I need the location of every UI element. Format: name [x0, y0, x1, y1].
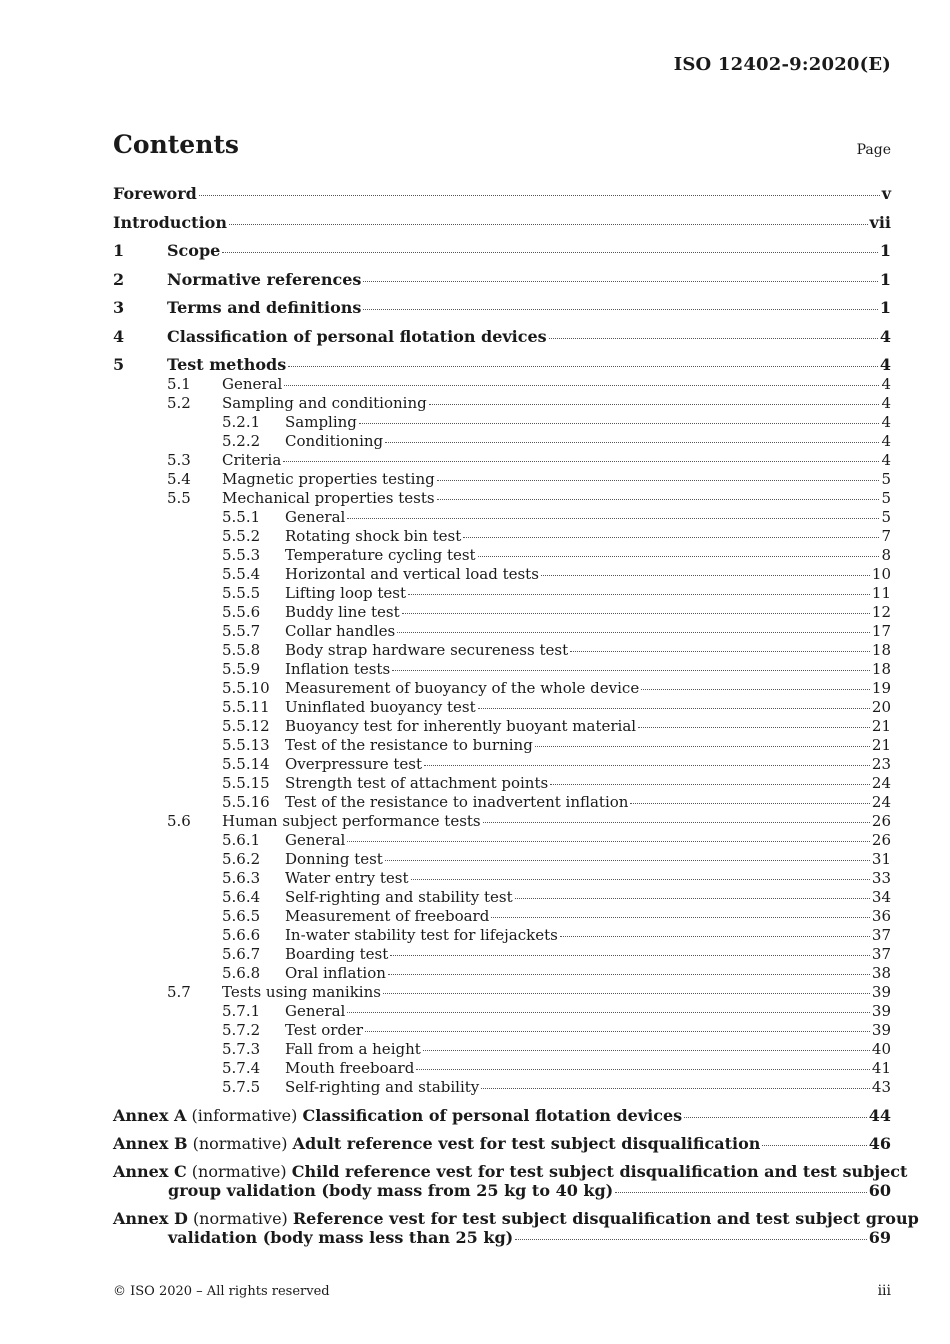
- toc-entry-title: Strength test of attachment points: [285, 774, 549, 792]
- toc-entry-number: 5.6.6: [222, 926, 261, 944]
- toc-entry-number: 5.3: [167, 451, 191, 469]
- toc-entry-number: 4: [113, 326, 125, 346]
- toc-entry-title: Buddy line test: [285, 603, 400, 621]
- toc-entry[interactable]: [113, 451, 891, 470]
- dot-leader: [684, 1117, 867, 1118]
- toc-entry-title: Self-righting and stability: [285, 1078, 480, 1096]
- toc-entry-number: 5.5.5: [222, 584, 261, 602]
- toc-entry-page: 39: [871, 1021, 891, 1039]
- toc-entry-page: 20: [871, 698, 891, 716]
- dot-leader: [283, 461, 879, 462]
- page-title: Contents: [113, 130, 240, 159]
- toc-entry-title: Uninflated buoyancy test: [285, 698, 476, 716]
- dot-leader: [347, 841, 870, 842]
- toc-entry[interactable]: [113, 698, 891, 717]
- toc-entry-number: 5.6.7: [222, 945, 261, 963]
- toc-entry[interactable]: [113, 241, 891, 261]
- dot-leader: [284, 385, 879, 386]
- toc-entry-number: 2: [113, 269, 125, 289]
- annex-page: 46: [868, 1134, 891, 1153]
- toc-entry-page: 21: [871, 736, 891, 754]
- toc-entry-number: 5.4: [167, 470, 191, 488]
- toc-entry-page: 37: [871, 926, 891, 944]
- toc-entry[interactable]: [113, 964, 891, 983]
- toc-entry[interactable]: [113, 945, 891, 964]
- toc-entry-page: 26: [871, 812, 891, 830]
- annex-type: (normative): [191, 1162, 287, 1181]
- toc-entry[interactable]: [113, 717, 891, 736]
- toc-entry-page: 24: [871, 793, 891, 811]
- dot-leader: [535, 746, 870, 747]
- toc-entry-page: 4: [881, 451, 891, 469]
- toc-entry-page: 43: [871, 1078, 891, 1096]
- toc-entry-page: 1: [879, 269, 891, 289]
- dot-leader: [481, 1088, 870, 1089]
- dot-leader: [359, 423, 880, 424]
- dot-leader: [363, 309, 877, 310]
- toc-entry-title: Mouth freeboard: [285, 1059, 415, 1077]
- dot-leader: [437, 480, 880, 481]
- toc-entry-title: Donning test: [285, 850, 383, 868]
- page-number: iii: [877, 1283, 891, 1299]
- annex-title: Classification of personal flotation devices: [302, 1106, 683, 1125]
- toc-entry-number: 5.5.15: [222, 774, 270, 792]
- toc-entry-title: Water entry test: [285, 869, 409, 887]
- toc-entry[interactable]: [113, 355, 891, 375]
- toc-entry-title: Body strap hardware secureness test: [285, 641, 569, 659]
- annex-label: Annex A: [113, 1106, 187, 1125]
- toc-entry-title: Conditioning: [285, 432, 384, 450]
- toc-entry[interactable]: [113, 1002, 891, 1021]
- toc-entry[interactable]: [113, 394, 891, 413]
- toc-entry-number: 5.7.2: [222, 1021, 261, 1039]
- toc-entry[interactable]: [113, 184, 891, 204]
- toc-entry-number: 5.5.13: [222, 736, 270, 754]
- toc-entry-number: 5.2.1: [222, 413, 261, 431]
- toc-entry-title: Tests using manikins: [222, 983, 381, 1001]
- toc-entry[interactable]: [113, 926, 891, 945]
- toc-entry[interactable]: [113, 565, 891, 584]
- toc-entry-number: 1: [113, 241, 125, 260]
- dot-leader: [549, 338, 878, 339]
- dot-leader: [397, 632, 870, 633]
- toc-entry-page: 33: [871, 869, 891, 887]
- toc-entry-title: Overpressure test: [285, 755, 422, 773]
- toc-entry-title: Test of the resistance to burning: [285, 736, 533, 754]
- toc-annex-entry[interactable]: [113, 1106, 891, 1125]
- toc-entry-number: 5.2.2: [222, 432, 261, 450]
- annex-label: Annex C: [113, 1162, 187, 1181]
- toc-entry[interactable]: [113, 812, 891, 831]
- toc-entry-title: Test of the resistance to inadvertent inflation: [285, 793, 629, 811]
- toc-entry-title: Fall from a height: [285, 1040, 421, 1058]
- toc-entry-title: Introduction: [113, 212, 227, 232]
- dot-leader: [615, 1192, 866, 1193]
- toc-entry-page: 5: [881, 489, 891, 507]
- toc-entry-number: 5.5.7: [222, 622, 261, 640]
- annex-label: Annex B: [113, 1134, 188, 1153]
- toc-entry-number: 5.5.9: [222, 660, 261, 678]
- dot-leader: [424, 765, 870, 766]
- toc-entry-number: 5.7.4: [222, 1059, 261, 1077]
- dot-leader: [641, 689, 870, 690]
- toc-entry-page: v: [881, 184, 891, 203]
- dot-leader: [491, 917, 870, 918]
- toc-entry-page: vii: [869, 212, 891, 232]
- toc-entry-number: 5.5.4: [222, 565, 261, 583]
- toc-entry-number: 5.5.10: [222, 679, 270, 697]
- dot-leader: [483, 822, 870, 823]
- toc-entry-title: Scope: [167, 241, 221, 260]
- toc-entry[interactable]: [113, 489, 891, 508]
- dot-leader: [630, 803, 869, 804]
- toc-entry-number: 5.5.2: [222, 527, 261, 545]
- toc-entry-page: 36: [871, 907, 891, 925]
- toc-entry-page: 18: [871, 641, 891, 659]
- toc-entry-title: Test methods: [167, 355, 287, 374]
- toc-entry-page: 23: [871, 755, 891, 773]
- toc-entry[interactable]: [113, 622, 891, 641]
- toc-entry-number: 5.7: [167, 983, 191, 1001]
- toc-entry-title: Criteria: [222, 451, 282, 469]
- toc-entry-page: 4: [879, 326, 891, 346]
- toc-entry[interactable]: [113, 327, 891, 347]
- toc-entry-number: 5.5.16: [222, 793, 270, 811]
- annex-type: (informative): [191, 1106, 298, 1125]
- toc-entry-page: 7: [881, 527, 891, 545]
- toc-entry-page: 4: [881, 432, 891, 450]
- dot-leader: [550, 784, 870, 785]
- toc-entry-title: Temperature cycling test: [285, 546, 476, 564]
- toc-entry-page: 41: [871, 1059, 891, 1077]
- dot-leader: [570, 651, 870, 652]
- toc-entry-title: General: [285, 508, 346, 526]
- toc-entry-number: 5.5.1: [222, 508, 261, 526]
- toc-entry[interactable]: [113, 1059, 891, 1078]
- dot-leader: [363, 281, 877, 282]
- dot-leader: [515, 1239, 867, 1240]
- dot-leader: [463, 537, 879, 538]
- toc-entry-number: 3: [113, 298, 125, 317]
- dot-leader: [560, 936, 870, 937]
- dot-leader: [429, 404, 880, 405]
- annex-title: Reference vest for test subject disqualification and test subject group: [292, 1209, 919, 1228]
- toc-entry[interactable]: [113, 869, 891, 888]
- toc-entry[interactable]: [113, 1021, 891, 1040]
- toc-entry-title: Lifting loop test: [285, 584, 407, 602]
- toc-entry-page: 37: [871, 945, 891, 963]
- toc-entry-title: Sampling: [285, 413, 357, 431]
- annex-title-continued: validation (body mass less than 25 kg): [168, 1228, 514, 1247]
- toc-entry-title: In-water stability test for lifejackets: [285, 926, 558, 944]
- toc-annex-entry[interactable]: [113, 1162, 908, 1200]
- annex-page: 69: [868, 1228, 891, 1247]
- toc-entry-page: 8: [881, 546, 891, 564]
- toc-entry-page: 26: [871, 831, 891, 849]
- annex-title-continued: group validation (body mass from 25 kg to 40 kg): [168, 1181, 614, 1200]
- dot-leader: [199, 195, 880, 196]
- dot-leader: [385, 442, 879, 443]
- toc-entry-title: Magnetic properties testing: [222, 470, 435, 488]
- toc-entry-title: Classification of personal flotation devices: [167, 326, 547, 346]
- toc-entry-title: General: [285, 831, 346, 849]
- toc-entry[interactable]: [113, 907, 891, 926]
- annex-title: Child reference vest for test subject disqualification and test subject: [291, 1162, 908, 1181]
- toc-entry-number: 5.7.3: [222, 1040, 261, 1058]
- toc-entry-page: 31: [871, 850, 891, 868]
- toc-entry-title: General: [285, 1002, 346, 1020]
- dot-leader: [416, 1069, 870, 1070]
- dot-leader: [222, 252, 878, 253]
- toc-entry[interactable]: [113, 755, 891, 774]
- dot-leader: [411, 879, 870, 880]
- toc-entry-title: Collar handles: [285, 622, 396, 640]
- dot-leader: [541, 575, 870, 576]
- dot-leader: [288, 366, 878, 367]
- toc-entry-number: 5.7.1: [222, 1002, 261, 1020]
- dot-leader: [229, 224, 868, 225]
- toc-entry-page: 34: [871, 888, 891, 906]
- toc-entry-title: Measurement of buoyancy of the whole device: [285, 679, 640, 697]
- toc-entry[interactable]: [113, 603, 891, 622]
- toc-entry-title: Buoyancy test for inherently buoyant material: [285, 717, 637, 735]
- toc-entry[interactable]: [113, 736, 891, 755]
- toc-annex-entry[interactable]: [113, 1134, 891, 1153]
- annex-title: Adult reference vest for test subject disqualification: [292, 1134, 761, 1153]
- dot-leader: [390, 955, 870, 956]
- toc-entry-page: 39: [871, 1002, 891, 1020]
- toc-entry-title: Inflation tests: [285, 660, 391, 678]
- toc-entry-page: 4: [879, 355, 891, 374]
- toc-entry-title: Normative references: [167, 269, 362, 289]
- toc-entry-title: Measurement of freeboard: [285, 907, 490, 925]
- toc-entry-page: 38: [871, 964, 891, 982]
- toc-entry-number: 5.6: [167, 812, 191, 830]
- toc-entry-title: Oral inflation: [285, 964, 386, 982]
- toc-entry-title: Rotating shock bin test: [285, 527, 462, 545]
- toc-entry-title: Mechanical properties tests: [222, 489, 435, 507]
- toc-entry-title: Horizontal and vertical load tests: [285, 565, 539, 583]
- toc-entry[interactable]: [113, 1078, 891, 1097]
- toc-entry[interactable]: [113, 432, 891, 451]
- toc-entry-number: 5.2: [167, 394, 191, 412]
- toc-entry-title: Self-righting and stability test: [285, 888, 513, 906]
- toc-entry-page: 4: [881, 375, 891, 393]
- annex-page: 44: [868, 1106, 891, 1125]
- dot-leader: [762, 1145, 866, 1146]
- dot-leader: [385, 860, 870, 861]
- dot-leader: [388, 974, 870, 975]
- toc-entry-number: 5.5.14: [222, 755, 270, 773]
- toc-entry[interactable]: [113, 1040, 891, 1059]
- toc-entry-page: 5: [881, 508, 891, 526]
- toc-annex-entry[interactable]: [113, 1209, 919, 1247]
- toc-entry-page: 21: [871, 717, 891, 735]
- toc-entry-page: 19: [871, 679, 891, 697]
- dot-leader: [392, 670, 870, 671]
- toc-entry-page: 1: [879, 298, 891, 317]
- toc-entry-number: 5.5.8: [222, 641, 261, 659]
- annex-label: Annex D: [113, 1209, 188, 1228]
- toc-entry-page: 12: [871, 603, 891, 621]
- dot-leader: [638, 727, 870, 728]
- toc-entry-page: 4: [881, 394, 891, 412]
- dot-leader: [437, 499, 880, 500]
- toc-entry[interactable]: [113, 850, 891, 869]
- dot-leader: [515, 898, 870, 899]
- dot-leader: [347, 1012, 870, 1013]
- toc-entry-page: 1: [879, 241, 891, 260]
- annex-type: (normative): [192, 1209, 288, 1228]
- toc-entry-number: 5.7.5: [222, 1078, 261, 1096]
- toc-entry-title: Terms and definitions: [167, 298, 362, 317]
- dot-leader: [365, 1031, 870, 1032]
- toc-entry-number: 5.5.12: [222, 717, 270, 735]
- toc-entry-number: 5.5.6: [222, 603, 261, 621]
- document-id: ISO 12402-9:2020(E): [673, 54, 891, 75]
- toc-entry-number: 5: [113, 355, 125, 374]
- toc-entry[interactable]: [113, 270, 891, 290]
- toc-entry-title: Human subject performance tests: [222, 812, 481, 830]
- toc-entry[interactable]: [113, 527, 891, 546]
- toc-entry-title: General: [222, 375, 283, 393]
- toc-entry[interactable]: [113, 375, 891, 394]
- dot-leader: [408, 594, 870, 595]
- toc-entry-number: 5.1: [167, 375, 191, 393]
- toc-entry-page: 18: [871, 660, 891, 678]
- toc-entry[interactable]: [113, 641, 891, 660]
- toc-entry-title: Sampling and conditioning: [222, 394, 427, 412]
- toc-entry[interactable]: [113, 660, 891, 679]
- toc-entry[interactable]: [113, 298, 891, 318]
- toc-entry-page: 4: [881, 413, 891, 431]
- toc-entry[interactable]: [113, 831, 891, 850]
- dot-leader: [423, 1050, 870, 1051]
- toc-entry-page: 17: [871, 622, 891, 640]
- toc-entry[interactable]: [113, 983, 891, 1002]
- toc-entry[interactable]: [113, 774, 891, 793]
- toc-entry-number: 5.6.1: [222, 831, 261, 849]
- toc-entry-number: 5.6.2: [222, 850, 261, 868]
- toc-entry-page: 5: [881, 470, 891, 488]
- toc-entry-number: 5.6.4: [222, 888, 261, 906]
- toc-entry[interactable]: [113, 213, 891, 233]
- toc-entry-number: 5.5.3: [222, 546, 261, 564]
- toc-entry-number: 5.5: [167, 489, 191, 507]
- table-of-contents: [113, 184, 919, 1247]
- toc-entry[interactable]: [113, 508, 891, 527]
- toc-entry-page: 40: [871, 1040, 891, 1058]
- toc-entry[interactable]: [113, 679, 891, 698]
- toc-entry-number: 5.5.11: [222, 698, 270, 716]
- annex-type: (normative): [192, 1134, 288, 1153]
- toc-entry-number: 5.6.5: [222, 907, 261, 925]
- toc-entry[interactable]: [113, 470, 891, 489]
- page-column-label: Page: [856, 142, 891, 158]
- toc-entry[interactable]: [113, 546, 891, 565]
- toc-entry-number: 5.6.3: [222, 869, 261, 887]
- dot-leader: [402, 613, 870, 614]
- dot-leader: [478, 708, 870, 709]
- toc-entry[interactable]: [113, 413, 891, 432]
- copyright-notice: © ISO 2020 – All rights reserved: [113, 1284, 330, 1299]
- dot-leader: [383, 993, 870, 994]
- toc-entry-page: 11: [871, 584, 891, 602]
- toc-entry-number: 5.6.8: [222, 964, 261, 982]
- toc-entry-title: Test order: [285, 1021, 364, 1039]
- dot-leader: [347, 518, 879, 519]
- toc-entry-title: Boarding test: [285, 945, 389, 963]
- dot-leader: [478, 556, 880, 557]
- toc-entry[interactable]: [113, 584, 891, 603]
- toc-entry-page: 39: [871, 983, 891, 1001]
- toc-entry-page: 24: [871, 774, 891, 792]
- toc-entry[interactable]: [113, 793, 891, 812]
- annex-page: 60: [868, 1181, 891, 1200]
- toc-entry[interactable]: [113, 888, 891, 907]
- toc-entry-page: 10: [871, 565, 891, 583]
- toc-entry-title: Foreword: [113, 184, 197, 203]
